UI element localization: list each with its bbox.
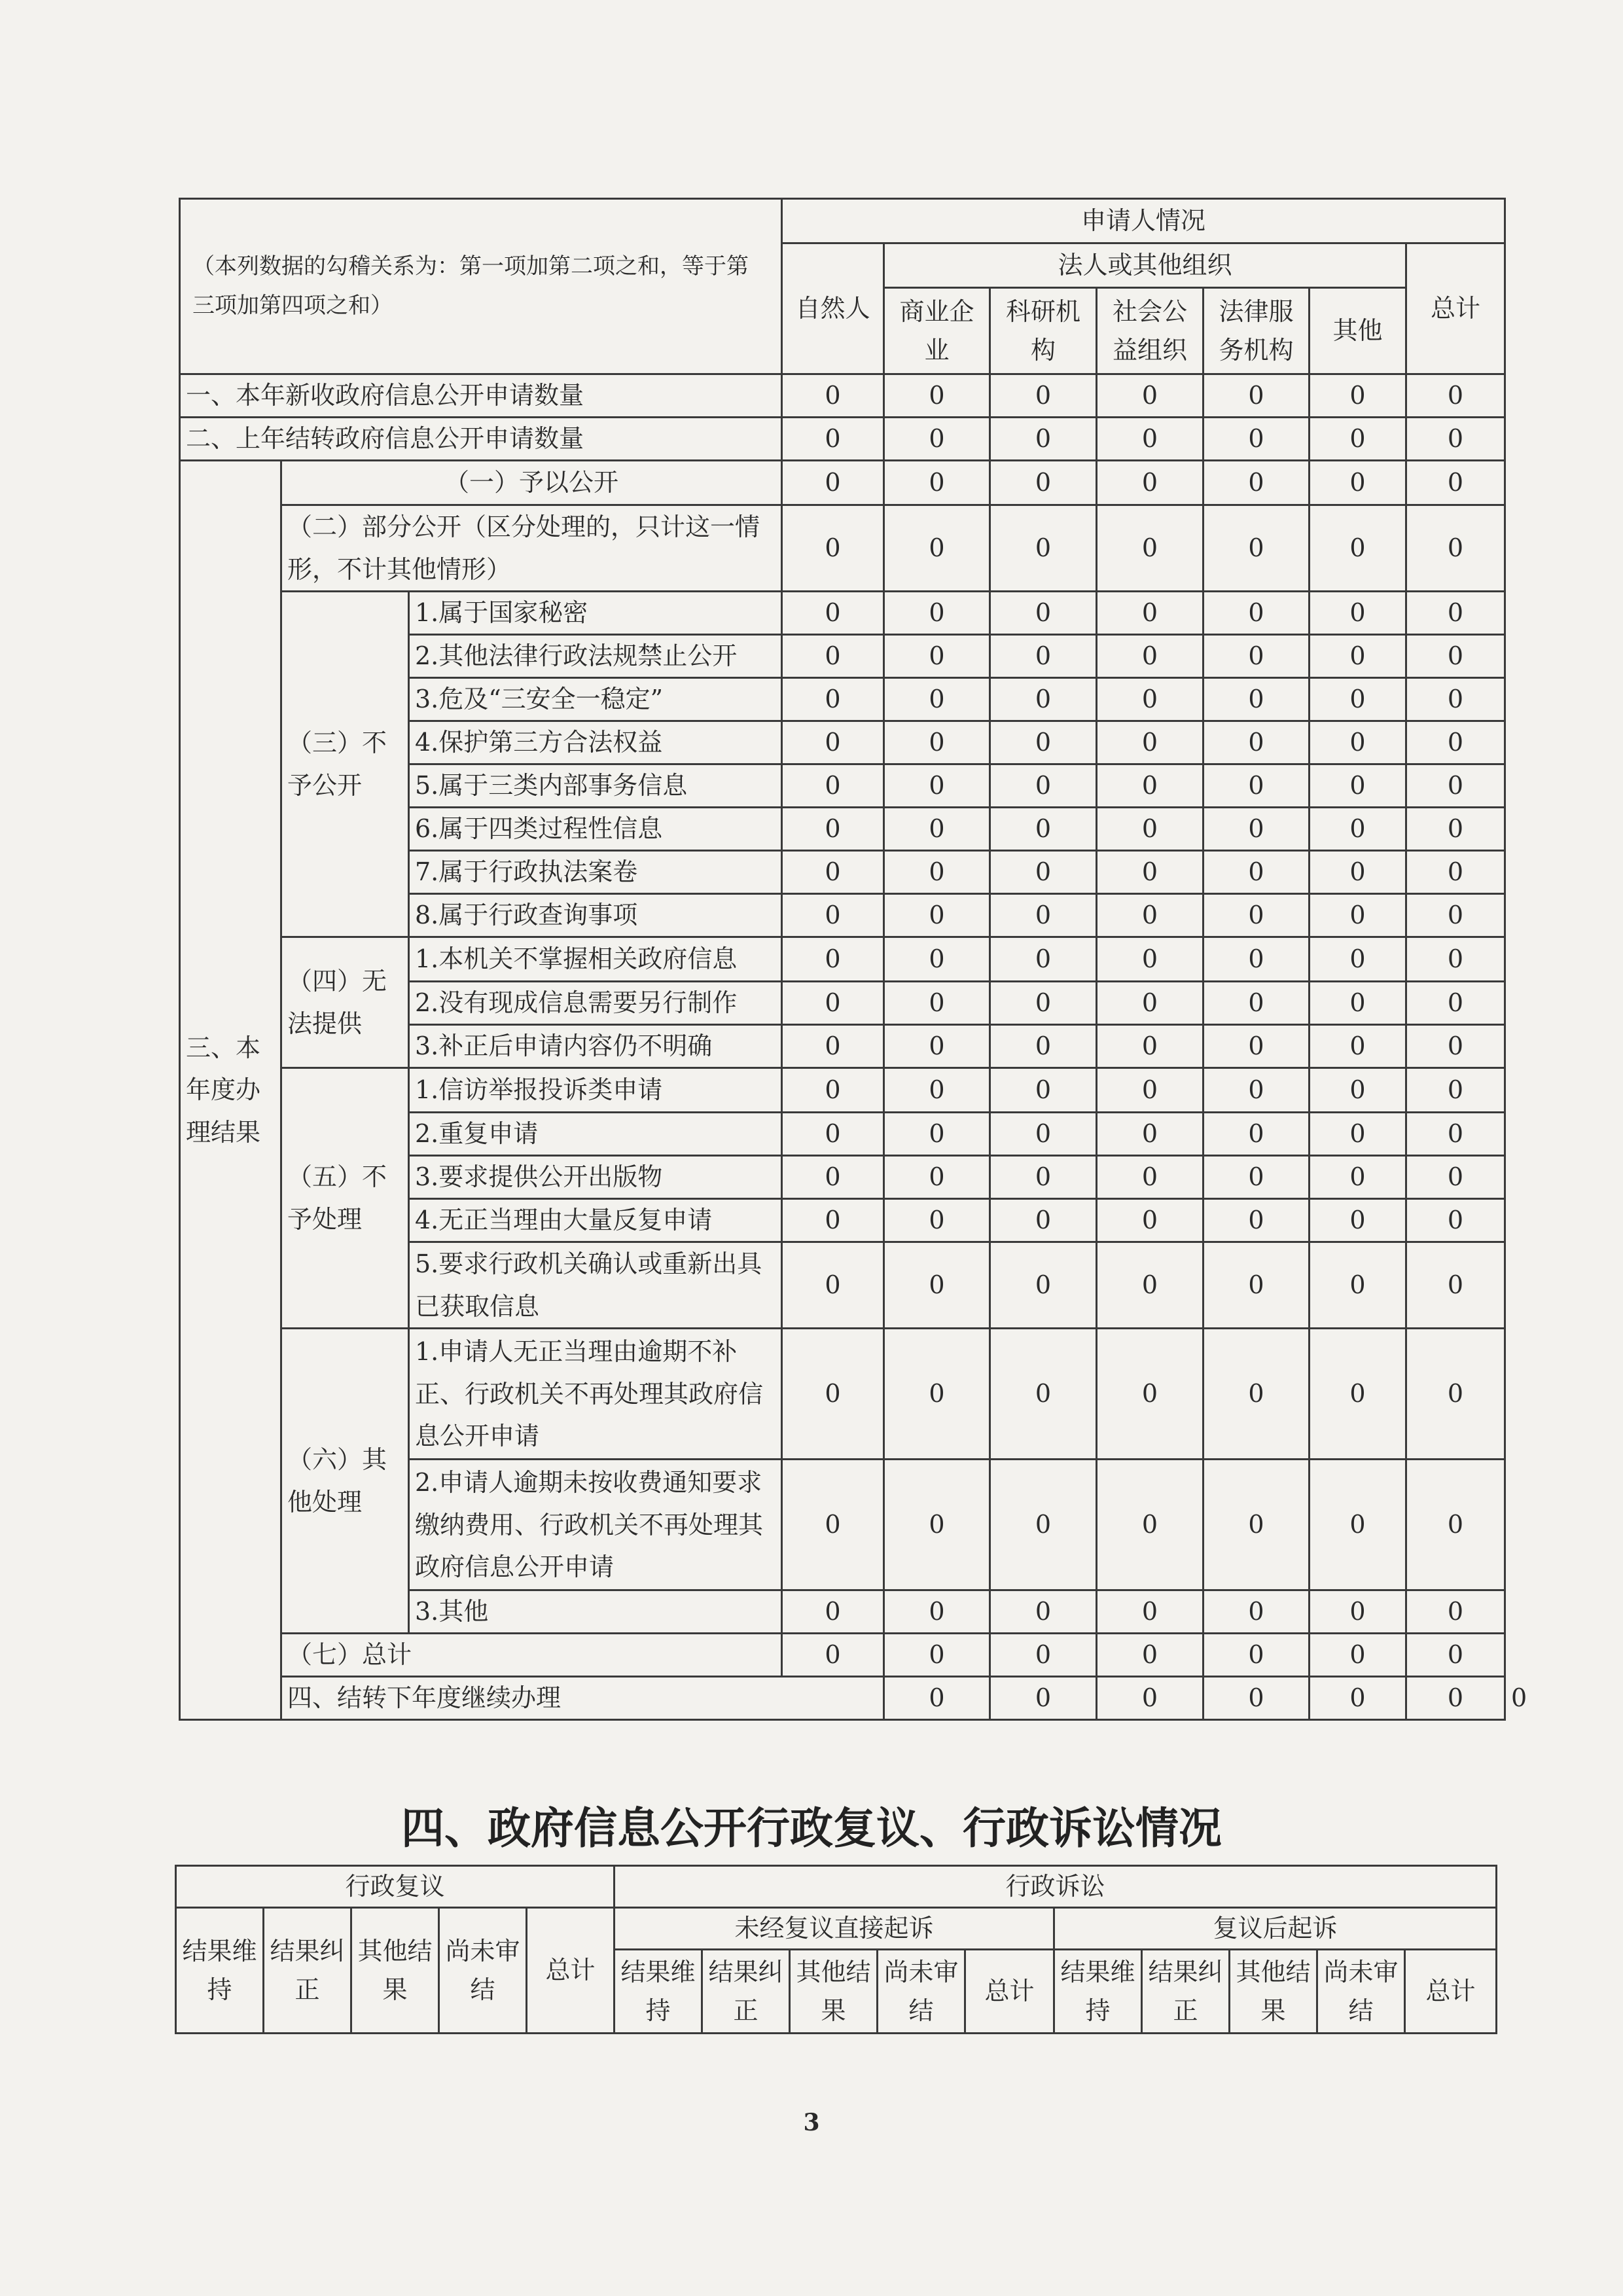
value-cell: 0 (782, 1113, 884, 1156)
value-cell: 0 (990, 1025, 1097, 1068)
review-litigation-table (175, 1865, 1497, 2034)
value-cell: 0 (1097, 937, 1204, 982)
after-sub-header: 结果维持 (1054, 1950, 1142, 2034)
value-cell: 0 (990, 1677, 1097, 1720)
value-cell: 0 (990, 418, 1097, 461)
value-cell: 0 (1097, 461, 1204, 505)
value-cell: 0 (1310, 764, 1406, 808)
value-cell: 0 (884, 982, 990, 1025)
value-cell: 0 (1310, 1677, 1406, 1720)
value-cell: 0 (1204, 461, 1310, 505)
value-cell: 0 (1406, 461, 1505, 505)
value-cell: 0 (1097, 721, 1204, 764)
value-cell: 0 (1310, 678, 1406, 721)
page-number: 3 (803, 2109, 820, 2136)
value-cell: 0 (782, 1068, 884, 1113)
value-cell: 0 (1310, 635, 1406, 678)
value-cell: 0 (1310, 894, 1406, 937)
other-header: 其他 (1310, 288, 1406, 374)
value-cell: 0 (990, 1156, 1097, 1199)
value-cell: 0 (1406, 1242, 1505, 1329)
value-cell: 0 (1310, 1242, 1406, 1329)
after-sub-header: 尚未审结 (1317, 1950, 1405, 2034)
value-cell: 0 (1310, 1590, 1406, 1634)
value-cell: 0 (1406, 808, 1505, 851)
value-cell: 0 (1097, 894, 1204, 937)
value-cell: 0 (1204, 1329, 1310, 1460)
after-review-suit-header: 复议后起诉 (1054, 1908, 1497, 1950)
value-cell: 0 (1097, 1156, 1204, 1199)
value-cell: 0 (1406, 1329, 1505, 1460)
row-label: 二、上年结转政府信息公开申请数量 (180, 418, 782, 461)
value-cell: 0 (1204, 1156, 1310, 1199)
value-cell: 0 (1406, 937, 1505, 982)
value-cell: 0 (1097, 808, 1204, 851)
value-cell: 0 (1406, 1677, 1505, 1720)
after-sub-header: 结果纠正 (1142, 1950, 1230, 2034)
row-label: 3.其他 (409, 1590, 782, 1634)
subgroup-label: （五）不予处理 (281, 1068, 409, 1329)
direct-sub-header: 总计 (965, 1950, 1054, 2034)
value-cell: 0 (990, 1242, 1097, 1329)
value-cell: 0 (1097, 1329, 1204, 1460)
value-cell: 0 (1097, 505, 1204, 592)
value-cell: 0 (884, 592, 990, 635)
value-cell: 0 (1204, 418, 1310, 461)
legal-service-header: 法律服务机构 (1204, 288, 1310, 374)
value-cell: 0 (990, 374, 1097, 418)
value-cell: 0 (1097, 374, 1204, 418)
value-cell: 0 (990, 635, 1097, 678)
value-cell: 0 (1310, 851, 1406, 894)
subgroup-label: （三）不予公开 (281, 592, 409, 937)
value-cell: 0 (990, 505, 1097, 592)
value-cell: 0 (990, 1068, 1097, 1113)
value-cell: 0 (1406, 1068, 1505, 1113)
value-cell: 0 (884, 1068, 990, 1113)
value-cell: 0 (782, 592, 884, 635)
row-label: 一、本年新收政府信息公开申请数量 (180, 374, 782, 418)
value-cell: 0 (1097, 1634, 1204, 1677)
value-cell: 0 (1097, 1025, 1204, 1068)
value-cell: 0 (782, 1634, 884, 1677)
row-label: 3.补正后申请内容仍不明确 (409, 1025, 782, 1068)
value-cell: 0 (1406, 505, 1505, 592)
legal-group-header: 法人或其他组织 (884, 243, 1406, 288)
admin-review-header: 行政复议 (176, 1866, 615, 1908)
value-cell: 0 (1204, 678, 1310, 721)
review-sub-header: 结果维持 (176, 1908, 264, 2034)
row-label: 5.要求行政机关确认或重新出具已获取信息 (409, 1242, 782, 1329)
row-label: 2.申请人逾期未按收费通知要求缴纳费用、行政机关不再处理其政府信息公开申请 (409, 1460, 782, 1590)
row-label: 四、结转下年度继续办理 (281, 1677, 884, 1720)
value-cell: 0 (782, 461, 884, 505)
direct-sub-header: 其他结果 (790, 1950, 878, 2034)
value-cell: 0 (1406, 592, 1505, 635)
value-cell: 0 (1097, 1113, 1204, 1156)
value-cell: 0 (884, 1677, 990, 1720)
value-cell: 0 (990, 1199, 1097, 1242)
commercial-header: 商业企业 (884, 288, 990, 374)
value-cell: 0 (1097, 1199, 1204, 1242)
value-cell: 0 (1097, 1242, 1204, 1329)
natural-person-header: 自然人 (782, 243, 884, 374)
value-cell: 0 (1097, 1677, 1204, 1720)
value-cell: 0 (884, 808, 990, 851)
value-cell: 0 (990, 1460, 1097, 1590)
value-cell: 0 (1406, 894, 1505, 937)
value-cell: 0 (1406, 635, 1505, 678)
value-cell: 0 (782, 1590, 884, 1634)
value-cell: 0 (990, 808, 1097, 851)
value-cell: 0 (1406, 1113, 1505, 1156)
value-cell: 0 (1310, 1460, 1406, 1590)
value-cell: 0 (1204, 1460, 1310, 1590)
value-cell: 0 (1310, 592, 1406, 635)
review-sub-header: 尚未审结 (439, 1908, 527, 2034)
value-cell: 0 (990, 461, 1097, 505)
value-cell: 0 (782, 851, 884, 894)
value-cell: 0 (884, 1590, 990, 1634)
value-cell: 0 (1204, 721, 1310, 764)
value-cell: 0 (782, 418, 884, 461)
value-cell: 0 (990, 851, 1097, 894)
value-cell: 0 (1204, 374, 1310, 418)
value-cell: 0 (1310, 1199, 1406, 1242)
value-cell: 0 (884, 1460, 990, 1590)
value-cell: 0 (1406, 418, 1505, 461)
value-cell: 0 (1310, 1068, 1406, 1113)
value-cell: 0 (884, 1329, 990, 1460)
row-label: 7.属于行政执法案卷 (409, 851, 782, 894)
row-group-label: 三、本年度办理结果 (180, 461, 281, 1720)
value-cell: 0 (1204, 635, 1310, 678)
row-label: 4.无正当理由大量反复申请 (409, 1199, 782, 1242)
value-cell: 0 (990, 982, 1097, 1025)
value-cell: 0 (782, 1156, 884, 1199)
value-cell: 0 (1310, 418, 1406, 461)
value-cell: 0 (884, 1199, 990, 1242)
direct-sub-header: 结果纠正 (702, 1950, 790, 2034)
row-label: 2.其他法律行政法规禁止公开 (409, 635, 782, 678)
value-cell: 0 (990, 1590, 1097, 1634)
value-cell: 0 (1406, 982, 1505, 1025)
value-cell: 0 (884, 764, 990, 808)
value-cell: 0 (782, 937, 884, 982)
value-cell: 0 (990, 1634, 1097, 1677)
total-header: 总计 (1406, 243, 1505, 374)
value-cell: 0 (782, 1460, 884, 1590)
value-cell: 0 (884, 894, 990, 937)
value-cell: 0 (1204, 1242, 1310, 1329)
value-cell: 0 (1310, 808, 1406, 851)
applicant-header: 申请人情况 (782, 199, 1505, 243)
value-cell: 0 (884, 851, 990, 894)
section-title: 四、政府信息公开行政复议、行政诉讼情况 (401, 1803, 1222, 1854)
value-cell: 0 (884, 1156, 990, 1199)
value-cell: 0 (1310, 1329, 1406, 1460)
value-cell: 0 (782, 1199, 884, 1242)
row-label: 4.保护第三方合法权益 (409, 721, 782, 764)
row-label: （二）部分公开（区分处理的，只计这一情形，不计其他情形） (281, 505, 782, 592)
row-label: 3.危及“三安全一稳定” (409, 678, 782, 721)
row-label: 1.申请人无正当理由逾期不补正、行政机关不再处理其政府信息公开申请 (409, 1329, 782, 1460)
value-cell: 0 (1097, 1460, 1204, 1590)
value-cell: 0 (990, 937, 1097, 982)
value-cell: 0 (1204, 1068, 1310, 1113)
review-sub-header: 总计 (527, 1908, 615, 2034)
relation-note: （本列数据的勾稽关系为：第一项加第二项之和，等于第三项加第四项之和） (180, 199, 782, 374)
value-cell: 0 (1097, 982, 1204, 1025)
research-header: 科研机构 (990, 288, 1097, 374)
value-cell: 0 (782, 808, 884, 851)
after-sub-header: 总计 (1405, 1950, 1497, 2034)
value-cell: 0 (1097, 1068, 1204, 1113)
row-label: 1.属于国家秘密 (409, 592, 782, 635)
value-cell: 0 (1097, 418, 1204, 461)
value-cell: 0 (884, 1634, 990, 1677)
value-cell: 0 (1406, 1199, 1505, 1242)
value-cell: 0 (1204, 1590, 1310, 1634)
value-cell: 0 (1204, 808, 1310, 851)
value-cell: 0 (782, 374, 884, 418)
value-cell: 0 (1204, 1199, 1310, 1242)
value-cell: 0 (1204, 592, 1310, 635)
social-header: 社会公益组织 (1097, 288, 1204, 374)
value-cell: 0 (1310, 461, 1406, 505)
value-cell: 0 (990, 721, 1097, 764)
value-cell: 0 (782, 894, 884, 937)
row-label: 1.本机关不掌握相关政府信息 (409, 937, 782, 982)
value-cell: 0 (1097, 851, 1204, 894)
after-sub-header: 其他结果 (1230, 1950, 1317, 2034)
value-cell: 0 (1204, 982, 1310, 1025)
value-cell: 0 (1204, 851, 1310, 894)
value-cell: 0 (1406, 851, 1505, 894)
value-cell: 0 (990, 764, 1097, 808)
value-cell: 0 (1406, 1025, 1505, 1068)
value-cell: 0 (990, 894, 1097, 937)
value-cell: 0 (1406, 764, 1505, 808)
value-cell: 0 (884, 635, 990, 678)
value-cell: 0 (990, 678, 1097, 721)
value-cell: 0 (1097, 1590, 1204, 1634)
value-cell: 0 (884, 1242, 990, 1329)
value-cell: 0 (884, 1025, 990, 1068)
row-label: 1.信访举报投诉类申请 (409, 1068, 782, 1113)
value-cell: 0 (1097, 592, 1204, 635)
value-cell: 0 (1204, 1025, 1310, 1068)
direct-suit-header: 未经复议直接起诉 (615, 1908, 1054, 1950)
value-cell: 0 (782, 635, 884, 678)
value-cell: 0 (782, 1329, 884, 1460)
value-cell: 0 (782, 678, 884, 721)
value-cell: 0 (1310, 374, 1406, 418)
row-label: （一）予以公开 (281, 461, 782, 505)
value-cell: 0 (1310, 1634, 1406, 1677)
value-cell: 0 (1310, 721, 1406, 764)
value-cell: 0 (782, 1025, 884, 1068)
row-label: 8.属于行政查询事项 (409, 894, 782, 937)
value-cell: 0 (1406, 1460, 1505, 1590)
row-label: 5.属于三类内部事务信息 (409, 764, 782, 808)
row-label: 3.要求提供公开出版物 (409, 1156, 782, 1199)
value-cell: 0 (1310, 1025, 1406, 1068)
review-sub-header: 其他结果 (351, 1908, 439, 2034)
value-cell: 0 (1204, 764, 1310, 808)
direct-sub-header: 尚未审结 (878, 1950, 965, 2034)
value-cell: 0 (1097, 764, 1204, 808)
row-label: 2.重复申请 (409, 1113, 782, 1156)
subgroup-label: （四）无法提供 (281, 937, 409, 1068)
value-cell: 0 (782, 982, 884, 1025)
subgroup-label: （六）其他处理 (281, 1329, 409, 1634)
value-cell: 0 (1406, 678, 1505, 721)
value-cell: 0 (782, 764, 884, 808)
value-cell: 0 (1097, 678, 1204, 721)
value-cell: 0 (1406, 374, 1505, 418)
value-cell: 0 (884, 461, 990, 505)
value-cell: 0 (884, 505, 990, 592)
value-cell: 0 (1310, 1113, 1406, 1156)
application-results-table: （本列数据的勾稽关系为：第一项加第二项之和，等于第三项加第四项之和） 申请人情况 自然人 法人或其他组织 总计 商业企业 科研机构 社会公益组织 法律服务机构 其他 一、本年新收政府信息公开申请数量 0 0 0 0 0 0 0 二、上年结转政府信息公开申请数量 0 0 0 0 0 0 0 三、本年度办理结果 （一）予以公开 0 0 0 0 0 0 0 （二）部分公开（区分处理的，只计这一情形，不计其他情形） 0 0 0 0 0 0 0 （三）不予公开 1.属于国家秘密 0 0 0 0 0 0 0 2.其他法律行政法规禁止公开 0 0 0 0 0 0 0 3.危及“三安全一稳定” 0 0 0 0 0 0 0 4.保护第三方合法权益 0 0 0 0 0 0 0 5.属于三类内部事务信息 0 0 0 0 0 0 0 6.属于四类过程性信息 0 0 0 0 0 0 0 7.属于行政执法案卷 0 0 0 0 0 0 0 8.属于行政查询事项 0 0 0 0 0 0 0 （四）无法提供 1.本机关不掌握相关政府信息 0 0 0 0 0 0 0 2.没有现成信息需要另行制作 0 0 0 0 0 0 0 3.补正后申请内容仍不明确 0 0 0 0 0 0 0 （五）不予处理 1.信访举报投诉类申请 0 0 0 0 0 0 0 2.重复申请 0 0 0 0 0 0 0 3.要求提供公开出版物 0 0 0 0 0 0 0 4.无正当理由大量反复申请 0 0 0 0 0 0 0 5.要求行政机关确认或重新出具已获取信息 0 0 0 0 0 0 0 （六）其他处理 1.申请人无正当理由逾期不补正、行政机关不再处理其政府信息公开申请 0 0 0 0 0 0 0 2.申请人逾期未按收费通知要求缴纳费用、行政机关不再处理其政府信息公开申请 0 0 0 0 0 0 0 3.其他 0 0 0 0 0 0 0 （七）总计 0 0 0 0 0 0 0 四、结转下年度继续办理 0 0 0 0 0 0 0 (179, 198, 1506, 1721)
value-cell: 0 (1406, 1590, 1505, 1634)
value-cell: 0 (1204, 894, 1310, 937)
value-cell: 0 (1406, 1156, 1505, 1199)
value-cell: 0 (884, 721, 990, 764)
value-cell: 0 (782, 505, 884, 592)
value-cell: 0 (1204, 937, 1310, 982)
value-cell: 0 (1204, 1677, 1310, 1720)
value-cell: 0 (990, 1329, 1097, 1460)
value-cell: 0 (1406, 1634, 1505, 1677)
value-cell: 0 (884, 418, 990, 461)
value-cell: 0 (1310, 505, 1406, 592)
direct-sub-header: 结果维持 (615, 1950, 702, 2034)
row-label: 2.没有现成信息需要另行制作 (409, 982, 782, 1025)
value-cell: 0 (884, 1113, 990, 1156)
value-cell: 0 (782, 1242, 884, 1329)
value-cell: 0 (884, 678, 990, 721)
value-cell: 0 (1204, 505, 1310, 592)
litigation-header: 行政诉讼 (615, 1866, 1497, 1908)
value-cell: 0 (782, 721, 884, 764)
value-cell: 0 (990, 1113, 1097, 1156)
value-cell: 0 (1097, 635, 1204, 678)
value-cell: 0 (1310, 1156, 1406, 1199)
value-cell: 0 (884, 937, 990, 982)
value-cell: 0 (1310, 982, 1406, 1025)
value-cell: 0 (1204, 1634, 1310, 1677)
value-cell: 0 (884, 374, 990, 418)
value-cell: 0 (1406, 721, 1505, 764)
row-label: （七）总计 (281, 1634, 782, 1677)
row-label: 6.属于四类过程性信息 (409, 808, 782, 851)
value-cell: 0 (990, 592, 1097, 635)
value-cell: 0 (1204, 1113, 1310, 1156)
review-sub-header: 结果纠正 (264, 1908, 351, 2034)
value-cell: 0 (1310, 937, 1406, 982)
